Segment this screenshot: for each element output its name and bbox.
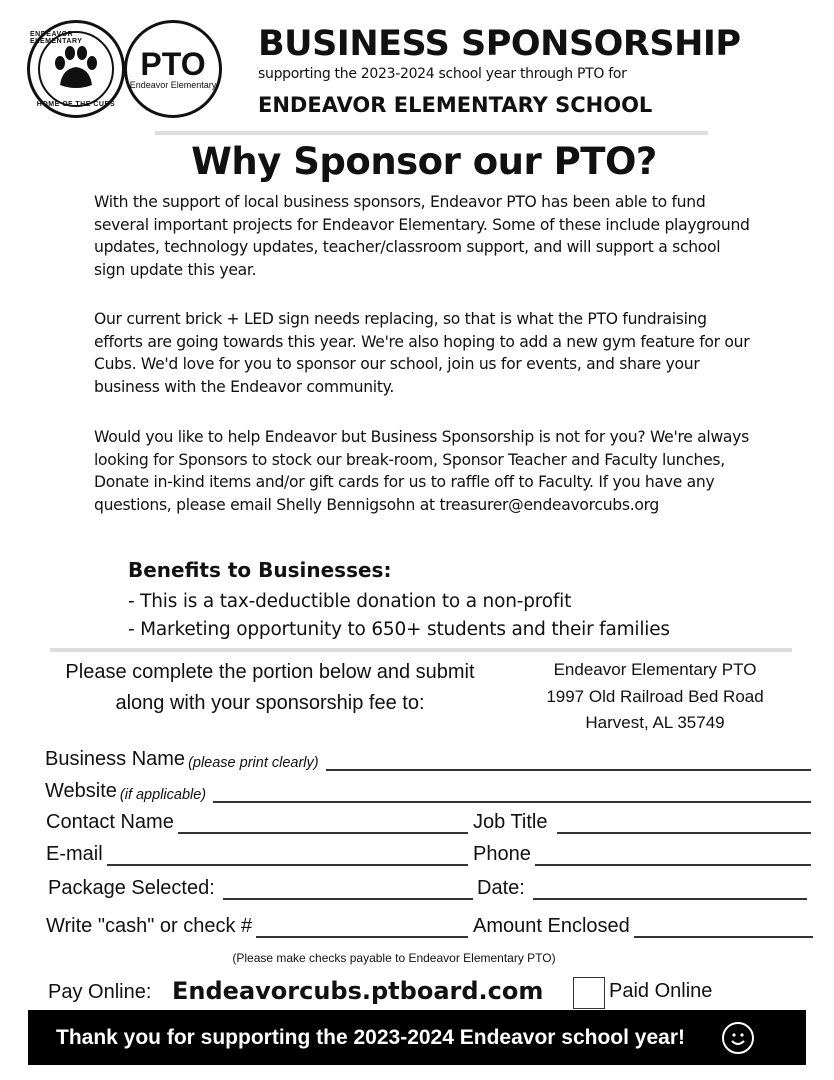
- amount-field[interactable]: Amount Enclosed: [473, 915, 813, 938]
- divider: [50, 648, 792, 652]
- divider: [155, 131, 708, 135]
- smiley-icon: [722, 1022, 754, 1054]
- job-title-field[interactable]: Job Title: [473, 811, 811, 834]
- thank-you-text: Thank you for supporting the 2023-2024 Endeavor school year!: [56, 1025, 685, 1049]
- page-title: BUSINESS SPONSORSHIP: [258, 24, 741, 64]
- subtitle: supporting the 2023-2024 school year through PTO for: [258, 66, 627, 82]
- submit-instructions: Please complete the portion below and submit along with your sponsorship fee to:: [65, 661, 475, 714]
- website-field[interactable]: Website (if applicable): [45, 780, 811, 803]
- mailing-address: Endeavor Elementary PTO 1997 Old Railroad Bed Road Harvest, AL 35749: [546, 660, 764, 732]
- school-name: ENDEAVOR ELEMENTARY SCHOOL: [258, 93, 653, 117]
- check-note: (Please make checks payable to Endeavor Elementary PTO): [232, 951, 556, 965]
- pay-online-link[interactable]: Endeavorcubs.ptboard.com: [172, 977, 544, 1005]
- logo-text: ENDEAVOR ELEMENTARY: [30, 31, 83, 45]
- cash-check-field[interactable]: Write "cash" or check #: [46, 915, 468, 938]
- paragraph-2: Our current brick + LED sign needs replacing, so that is what the PTO fundraising efforts are going towards this year. We're also hoping to add a new gym feature for our Cubs. We'd love for you to sponsor our school, join us for events, and share your business with the Endeavor community.: [94, 310, 750, 396]
- date-field[interactable]: Date:: [477, 877, 807, 900]
- pay-online-label: Pay Online:: [48, 981, 152, 1003]
- paragraph-1: With the support of local business sponsors, Endeavor PTO has been able to fund several important projects for Endeavor Elementary. Some of these include playground updates, technology updates, teacher/classroom support, and will support a school sign update this year.: [94, 193, 750, 279]
- school-logo: ENDEAVOR ELEMENTARY HOME OF THE CUBS: [27, 20, 125, 118]
- pto-logo: PTO Endeavor Elementary: [124, 20, 222, 118]
- package-field[interactable]: Package Selected:: [48, 877, 473, 900]
- benefit-item: - Marketing opportunity to 650+ students and their families: [128, 619, 670, 640]
- paid-online-label: Paid Online: [609, 980, 713, 1002]
- benefit-item: - This is a tax-deductible donation to a non-profit: [128, 591, 572, 612]
- contact-name-field[interactable]: Contact Name: [46, 811, 468, 834]
- footer-banner: [28, 1010, 806, 1065]
- paid-online-checkbox[interactable]: [573, 977, 605, 1009]
- benefits-heading: Benefits to Businesses:: [128, 558, 392, 582]
- paragraph-3: Would you like to help Endeavor but Business Sponsorship is not for you? We're always looking for Sponsors to stock our break-room, Sponsor Teacher and Faculty lunches, Donate in-kind items and/or gift cards for us to raffle off to Faculty. If you have any questions, please email Shelly Bennigsohn at treasurer@endeavorcubs.org: [94, 428, 749, 514]
- paw-icon: [50, 45, 102, 93]
- why-heading: Why Sponsor our PTO?: [191, 140, 657, 183]
- email-field[interactable]: E-mail: [46, 843, 468, 866]
- phone-field[interactable]: Phone: [473, 843, 811, 866]
- business-name-field[interactable]: Business Name (please print clearly): [45, 748, 811, 771]
